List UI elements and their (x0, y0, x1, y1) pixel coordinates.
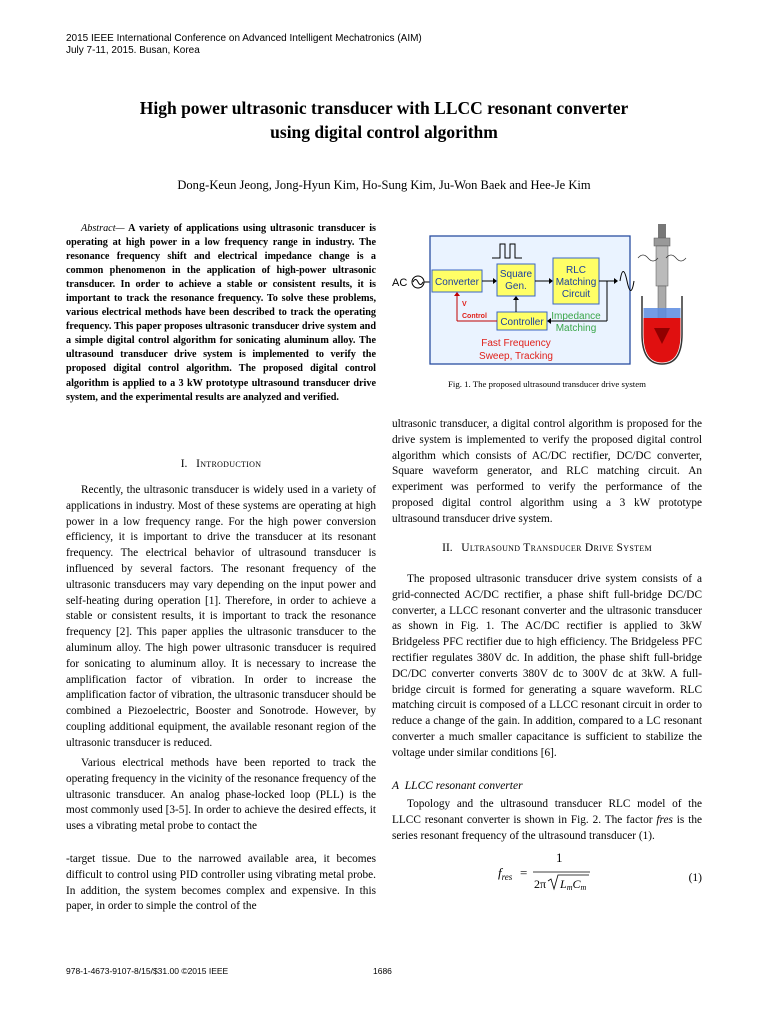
paper-title-line1: High power ultrasonic transducer with LLCC resonant converter (139, 98, 629, 118)
square-gen-label-1: Square (499, 269, 533, 280)
section-2-heading (392, 541, 702, 557)
right-intro-para (392, 417, 702, 528)
impedance-label-2: Matching (555, 323, 597, 334)
eq-den-c: C (572, 877, 581, 891)
svg-text:2π (534, 877, 546, 891)
eq-lhs-sub: res (501, 872, 513, 882)
fast-sweep-label-2: Sweep, Tracking (479, 351, 553, 362)
figure-1-diagram (392, 222, 702, 382)
section-2-para-1-text: The proposed ultrasonic transducer drive system consists of a grid-connected AC/DC rectifier, a phase shift full-bridge DC/DC converter, a LLCC resonant converter and the ultrasonic transducer as shown in Fig. 1. The AC/DC rectifier is applied to 3kW Bridgeless PFC rectifier due to high efficiency. The Bridgeless PFC rectifier regulates 380V dc. In addition, the phase shift full-bridge DC/DC converter converts 380V dc to 300V dc at 3kW. A full-bridge circuit is formed for generating a square waveform. RLC matching circuit is composed of a LLCC resonant circuit in order to reduce a change of the gain. In addition, compared to a LC resonant converter a much smaller capacitance is sufficient to stabilize the voltage under similar conditions [6]. (392, 573, 702, 759)
eq-den-prefix: 2π (534, 877, 547, 891)
section-1-title: Introduction (196, 458, 262, 470)
controller-label: Controller (500, 317, 544, 328)
section-2-para-1 (392, 572, 702, 762)
footer-copyright: 978-1-4673-9107-8/15/$31.00 ©2015 IEEE (66, 966, 229, 976)
section-2-para-2-text-b: is the series resonant frequency of the ultrasound transducer (1). (392, 813, 702, 842)
transducer-illustration (638, 224, 686, 364)
abstract (66, 222, 376, 405)
rlc-label-2: Matching (555, 277, 597, 288)
section-2-number: II. (442, 542, 453, 554)
fres-variable: fres (656, 813, 673, 826)
impedance-label-1: Impedance (551, 311, 601, 322)
section-2-para-2-text-a: Topology and the ultrasound transducer RLC model of the LLCC resonant converter is shown in Fig. 2. The factor (392, 798, 702, 826)
equation-1-number: (1) (688, 872, 702, 884)
eq-lhs: f (498, 865, 502, 880)
subsection-a-label: A (392, 780, 400, 792)
section-2-para-2 (392, 797, 702, 844)
subsection-a-heading (392, 779, 702, 795)
square-gen-label-2: Gen. (505, 281, 527, 292)
svg-text:fres (498, 865, 513, 882)
figure-1-caption: Fig. 1. The proposed ultrasound transducer drive system (448, 379, 646, 389)
eq-equals: = (520, 865, 528, 880)
v-label: V (462, 301, 467, 308)
fast-sweep-label-1: Fast Frequency (481, 338, 551, 349)
paper-authors: Dong-Keun Jeong, Jong-Hyun Kim, Ho-Sung Kim, Ju-Won Baek and Hee-Je Kim (177, 178, 591, 192)
section-1-para-2-text: Various electrical methods have been reported to track the operating frequency in the vicinity of the resonance frequency of the ultrasonic transducer. An analog phase-locked loop (PLL) is the most commonly used [3-5]. In order to achieve the desired effects, it uses a vibrating metal probe to contact the (66, 757, 376, 833)
eq-den-c-sub: m (580, 883, 587, 892)
eq-den-l: L (560, 877, 567, 891)
equation-1 (392, 848, 702, 894)
section-1-para-1 (66, 483, 376, 752)
conference-name: 2015 IEEE International Conference on Advanced Intelligent Mechatronics (AIM) (66, 33, 422, 44)
rlc-label-1: RLC (565, 265, 587, 276)
abstract-lead: Abstract— (81, 223, 125, 234)
conference-dates: July 7-11, 2015. Busan, Korea (66, 45, 200, 56)
equation-1-formula (392, 848, 672, 894)
paper-title-line2: using digital control algorithm (270, 122, 498, 142)
figure-1 (392, 222, 702, 382)
conference-header (66, 33, 422, 57)
paper-title (60, 96, 708, 144)
right-intro-text: ultrasonic transducer, a digital control algorithm is proposed for the drive system is implemented to verify the proposed digital control algorithm which consists of AC/DC rectifier, DC/DC converter, Square waveform generator, and RLC matching circuit. An experiment was performed to verify the performance of the proposed digital control algorithm using a 3 kW prototype ultrasound transducer drive system. (392, 418, 702, 525)
section-1-para-2 (66, 756, 376, 835)
section-1-para-3-text: -target tissue. Due to the narrowed available area, it becomes difficult to control using PID controller using vibrating metal probe. In addition, the system becomes complex and expensive. In this paper, in order to simple the control of the (66, 853, 376, 913)
eq-numerator: 1 (556, 850, 563, 865)
control-label: Control (462, 313, 487, 320)
section-1-para-1-text: Recently, the ultrasonic transducer is widely used in a variety of applications in industry. Most of these systems are operating at high power in a low frequency range. For the high power conversion efficiency, it is important to drive the transducer at its resonant frequency. The electrical behavior of ultrasound transducer is influenced by several factors. The resonant frequency of the ultrasonic transducers may vary depending on the input power and self-heating during operation [1]. Therefore, in order to achieve a stable or consistent results, it is important to track the resonance frequency [2]. This paper applies the ultrasonic transducer to the aluminum alloy. The high power ultrasonic transducer is required for sonicating to aluminum alloy. It is necessary to increase the amplification factor of vibration. In order to increase the amplification factor of vibration, the ultrasonic transducer should be combined a Piezoelectric, Booster and Sonotrode. However, by coupling additional equipment, the available resonant region of the ultrasonic transducer is reduced. (66, 484, 376, 749)
converter-label: Converter (435, 277, 479, 288)
section-1-number: I. (180, 458, 188, 470)
section-1-heading (66, 457, 376, 473)
ac-label: AC (392, 277, 408, 289)
svg-text:LmCm (559, 877, 586, 892)
subsection-a-title: LLCC resonant converter (404, 780, 523, 792)
rlc-label-3: Circuit (561, 289, 591, 300)
footer-page-number: 1686 (373, 966, 392, 976)
section-2-title: Ultrasound Transducer Drive System (461, 542, 652, 554)
section-1-para-3 (66, 852, 376, 915)
eq-den-l-sub: m (566, 883, 573, 892)
abstract-text: A variety of applications using ultrasonic transducer is operating at high power in a low frequency range in industry. The resonance frequency shift and electrical impedance change is a common phenomenon in the application of high-power ultrasonic transducer. In order to achieve a stable or consistent results, it is important to track the resonance frequency. To solve these problems, various electrical methods have been described to track the operating frequency. This paper proposes ultrasonic transducer drive system and a simple digital control algorithm for sonicating aluminum alloy. The ultrasound transducer drive system is implemented to verify the proposed digital control algorithm. The proposed digital control algorithm is applied to a 3 kW prototype ultrasound transducer drive system, and the experimental results are analyzed and verified. (66, 223, 376, 403)
